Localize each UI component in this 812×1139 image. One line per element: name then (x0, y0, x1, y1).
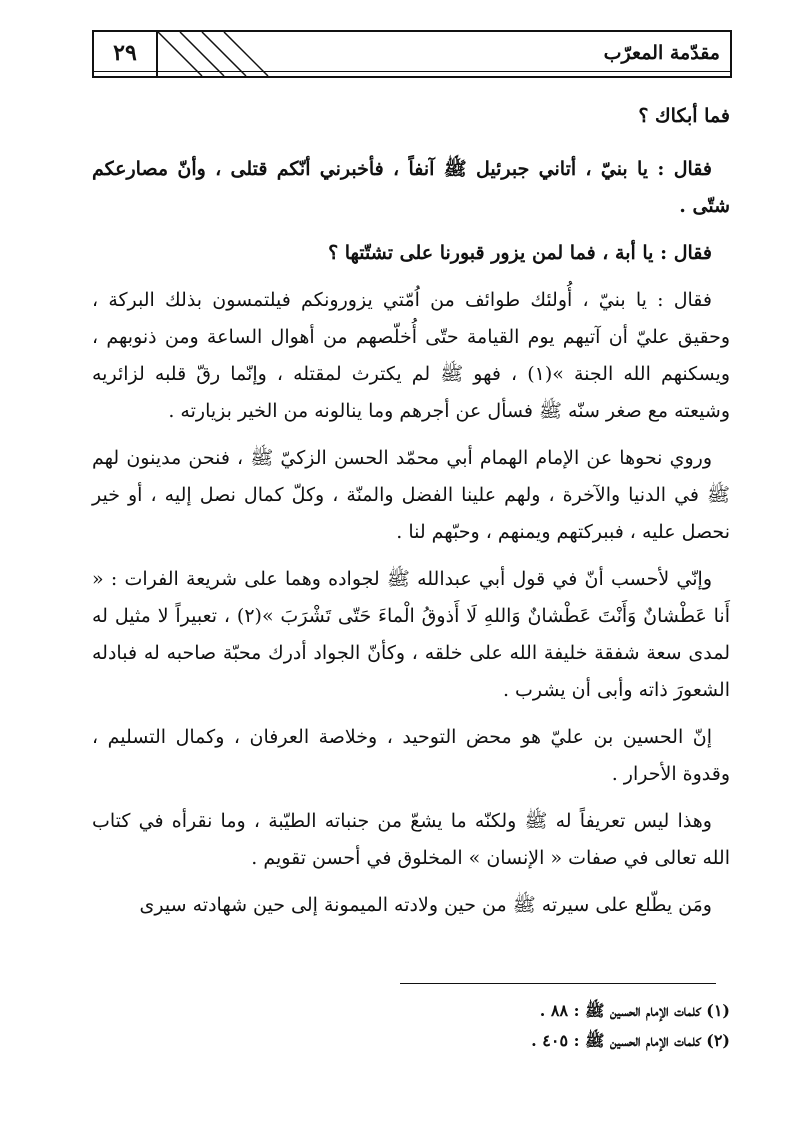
footnote-2: (٢) كلمات الإمام الحسين ﷺ : ٤٠٥ . (531, 1031, 730, 1050)
paragraph-8: وهذا ليس تعريفاً له ﷺ ولكنّه ما يشعّ من جنباته الطيّبة ، وما نقرأه في كتاب الله تعالى في صفات « الإنسان » المخلوق في أحسن تقويم . (92, 810, 730, 869)
page-number: ٢٩ (113, 40, 137, 66)
paragraph-3: فقال : يا أبة ، فما لمن يزور قبورنا على تشتّتها ؟ (328, 242, 712, 264)
paragraph-9: ومَن يطّلع على سيرته ﷺ من حين ولادته الميمونة إلى حين شهادته سيرى (139, 894, 712, 916)
footnote-separator (400, 983, 716, 984)
footnotes (300, 996, 730, 1056)
header-ornament-lines (158, 32, 278, 76)
paragraph-5: وروي نحوها عن الإمام الهمام أبي محمّد الحسن الزكيّ ﷺ ، فنحن مدينون لهم ﷺ في الدنيا والآخرة ، ولهم علينا الفضل والمنّة ، وكلّ كمال نصل إليه ، أو خير نحصل عليه ، فببركتهم ويمنهم ، وحبّهم لنا . (92, 447, 730, 543)
body-text (92, 98, 730, 934)
paragraph-4: فقال : يا بنيّ ، أُولئك طوائف من اُمّتي يزورونكم فيلتمسون بذلك البركة ، وحقيق عليّ أن آتيهم يوم القيامة حتّى أُخلّصهم من أهوال الساعة ومن ذنوبهم ، ويسكنهم الله الجنة »(١) ، فهو ﷺ لم يكترث لمقتله ، وإنّما رقّ قلبه لزائريه وشيعته مع صغر سنّه ﷺ فسأل عن أجرهم وما ينالونه من الخير بزيارته . (92, 289, 731, 422)
page-header (92, 30, 732, 78)
paragraph-2: فقال : يا بنيّ ، أتاني جبرئيل ﷺ آنفاً ، فأخبرني أنّكم قتلى ، وأنّ مصارعكم شتّى . (92, 158, 730, 217)
paragraph-1: فما أبكاك ؟ (638, 105, 730, 127)
running-title: مقدّمة المعرّب (603, 42, 720, 64)
paragraph-7: إنّ الحسين بن عليّ هو محض التوحيد ، وخلاصة العرفان ، وكمال التسليم ، وقدوة الأحرار . (92, 726, 730, 785)
paragraph-6: وإنّي لأحسب أنّ في قول أبي عبدالله ﷺ لجواده وهما على شريعة الفرات : « أَنا عَطْشانٌ وَأَنْتَ عَطْشانٌ وَاللهِ لَا أَذوقُ الْماءَ حَتّى تَشْرَبَ »(٢) ، تعبيراً لا مثيل له لمدى سعة شفقة خليفة الله على خلقه ، وكأنّ الجواد أدرك محبّة صاحبه له فبادله الشعورَ ذاته وأبى أن يشرب . (92, 568, 730, 701)
footnote-1: (١) كلمات الإمام الحسين ﷺ : ٨٨ . (539, 1001, 730, 1020)
